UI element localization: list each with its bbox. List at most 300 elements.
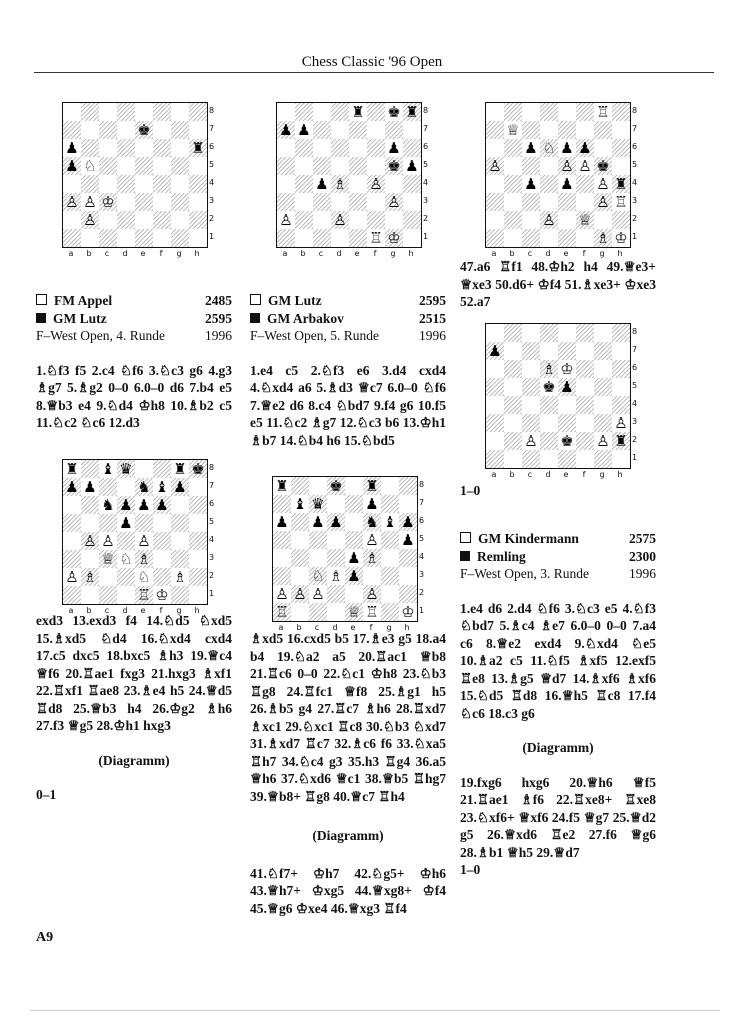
board-square <box>273 495 291 513</box>
rank-labels <box>632 323 642 467</box>
board-square <box>153 229 171 247</box>
board-square <box>63 568 81 586</box>
black-king-icon: ♚ <box>387 157 401 175</box>
file-label: h <box>617 470 623 479</box>
white-pawn-icon: ♙ <box>333 211 347 229</box>
board-square <box>403 157 421 175</box>
board-square <box>295 139 313 157</box>
board-square <box>345 477 363 495</box>
file-label: e <box>563 249 569 258</box>
rank-label: 3 <box>423 196 429 205</box>
file-label: a <box>491 470 497 479</box>
board-square <box>612 211 630 229</box>
game-result: 0–1 <box>36 787 57 802</box>
board-square <box>189 229 207 247</box>
white-pawn-icon: ♙ <box>365 585 379 603</box>
white-queen-icon: ♕ <box>101 550 115 568</box>
board-square <box>363 567 381 585</box>
board-square <box>558 139 576 157</box>
board-square <box>99 568 117 586</box>
board-square <box>295 157 313 175</box>
rank-label: 4 <box>209 535 215 544</box>
board-square <box>153 175 171 193</box>
white-king-icon: ♔ <box>387 229 401 247</box>
white-pawn-icon: ♙ <box>524 432 538 450</box>
board-square <box>99 460 117 478</box>
board-square <box>63 121 81 139</box>
board-square <box>171 121 189 139</box>
board-square <box>189 460 207 478</box>
board-square <box>63 193 81 211</box>
file-label: e <box>140 606 146 615</box>
board-square <box>522 121 540 139</box>
rank-label: 2 <box>419 588 425 597</box>
board-square <box>99 514 117 532</box>
board-square <box>612 229 630 247</box>
board-square <box>612 360 630 378</box>
board-square <box>81 568 99 586</box>
white-player-row <box>36 292 232 310</box>
white-king-icon: ♔ <box>155 586 169 604</box>
board-square <box>367 229 385 247</box>
board-square <box>277 103 295 121</box>
white-pawn-icon: ♙ <box>83 193 97 211</box>
board-square <box>540 193 558 211</box>
moves: exd3 13.exd3 f4 14.♘d5 ♘xd5 15.♗xd5 ♘d4 16.♘xd4 cxd4 17.c5 dxc5 18.bxc5 ♗h3 19.♕c4 ♕f6 20.♖ae1 fxg3 21.hxg3 ♗xf1 22.♖xf1 ♖ae8 23.♗e4 h5 24.♕d5 ♖d8 25.♕b3 h4 26.♔g2 ♗h6 27.f3 ♕g5 28.♔h1 hxg3 <box>36 613 232 733</box>
file-label: c <box>527 470 533 479</box>
board-square <box>381 513 399 531</box>
board-square <box>381 585 399 603</box>
board-square <box>327 531 345 549</box>
board-square <box>153 568 171 586</box>
white-pawn-icon: ♙ <box>311 585 325 603</box>
white-elo: 2575 <box>629 531 656 546</box>
file-label: e <box>350 623 356 632</box>
black-elo: 2300 <box>629 548 656 564</box>
board-square <box>63 103 81 121</box>
black-knight-icon: ♞ <box>365 513 379 531</box>
board-square <box>313 157 331 175</box>
year: 1996 <box>419 328 446 343</box>
black-rook-icon: ♜ <box>275 477 289 495</box>
board-square <box>135 157 153 175</box>
board-square <box>171 460 189 478</box>
board-square <box>385 139 403 157</box>
board-square <box>522 378 540 396</box>
board-square <box>81 496 99 514</box>
board-square <box>367 175 385 193</box>
board-square <box>576 193 594 211</box>
board-square <box>612 432 630 450</box>
black-square-icon <box>250 313 260 323</box>
board-square <box>171 550 189 568</box>
board-square <box>117 586 135 604</box>
board-square <box>171 103 189 121</box>
game-lutz-arbakov-result <box>460 482 656 500</box>
board-square <box>345 585 363 603</box>
board-square <box>81 211 99 229</box>
diagram-label: (Diagramm) <box>522 740 594 755</box>
file-label: c <box>527 249 533 258</box>
board-square <box>171 478 189 496</box>
board-square <box>558 121 576 139</box>
board-square <box>522 414 540 432</box>
board-square <box>135 139 153 157</box>
board-square <box>363 477 381 495</box>
board-square <box>504 360 522 378</box>
board-square <box>558 378 576 396</box>
black-pawn-icon: ♟ <box>347 549 361 567</box>
white-rook-icon: ♖ <box>137 586 151 604</box>
board-square <box>117 121 135 139</box>
white-title: FM <box>54 293 75 308</box>
board-square <box>540 414 558 432</box>
white-king-icon: ♔ <box>101 193 115 211</box>
white-rook-icon: ♖ <box>596 103 610 121</box>
board-square <box>349 157 367 175</box>
board-square <box>81 103 99 121</box>
board-square <box>153 478 171 496</box>
white-pawn-icon: ♙ <box>293 585 307 603</box>
board-square <box>594 175 612 193</box>
board-square <box>399 603 417 621</box>
board-square <box>189 175 207 193</box>
board-square <box>331 139 349 157</box>
file-label: e <box>563 470 569 479</box>
file-label: g <box>176 249 182 258</box>
board-square <box>153 496 171 514</box>
board-square <box>331 211 349 229</box>
white-square-icon <box>460 532 471 543</box>
board-square <box>363 603 381 621</box>
game-result: 1–0 <box>460 862 481 877</box>
board-square <box>345 531 363 549</box>
board-square <box>558 396 576 414</box>
board-square <box>135 229 153 247</box>
board-square <box>612 121 630 139</box>
black-knight-icon: ♞ <box>101 496 115 514</box>
board-square <box>367 121 385 139</box>
rank-label: 3 <box>632 417 638 426</box>
board-square <box>309 603 327 621</box>
board-grid <box>62 102 208 248</box>
board-square <box>171 175 189 193</box>
board-square <box>153 139 171 157</box>
black-bishop-icon: ♝ <box>383 513 397 531</box>
black-bishop-icon: ♝ <box>101 460 115 478</box>
board-grid <box>272 476 418 622</box>
board-square <box>540 121 558 139</box>
white-pawn-icon: ♙ <box>596 432 610 450</box>
board-square <box>594 157 612 175</box>
rank-label: 5 <box>419 534 425 543</box>
board-square <box>403 211 421 229</box>
file-label: h <box>194 249 200 258</box>
board-square <box>558 229 576 247</box>
board-square <box>594 378 612 396</box>
board-square <box>540 103 558 121</box>
board-square <box>189 514 207 532</box>
file-label: b <box>300 249 306 258</box>
board-square <box>367 139 385 157</box>
black-king-icon: ♚ <box>329 477 343 495</box>
board-square <box>381 603 399 621</box>
event-row <box>460 565 656 583</box>
board-square <box>171 496 189 514</box>
black-rook-icon: ♜ <box>65 460 79 478</box>
black-elo: 2515 <box>419 310 446 326</box>
event: F–West Open, 4. Runde <box>36 328 166 343</box>
white-pawn-icon: ♙ <box>578 157 592 175</box>
white-pawn-icon: ♙ <box>65 568 79 586</box>
file-label: f <box>373 249 377 258</box>
board-square <box>504 139 522 157</box>
white-elo: 2595 <box>419 293 446 308</box>
file-labels <box>62 249 208 258</box>
board-square <box>558 342 576 360</box>
board-square <box>291 531 309 549</box>
board-square <box>612 342 630 360</box>
board-square <box>135 514 153 532</box>
rank-label: 1 <box>423 232 429 241</box>
white-bishop-icon: ♗ <box>329 567 343 585</box>
board-square <box>153 103 171 121</box>
board-square <box>135 103 153 121</box>
file-label: a <box>282 249 288 258</box>
board-square <box>540 175 558 193</box>
black-pawn-icon: ♟ <box>83 478 97 496</box>
board-square <box>576 103 594 121</box>
white-bishop-icon: ♗ <box>542 360 556 378</box>
white-bishop-icon: ♗ <box>596 229 610 247</box>
white-rook-icon: ♖ <box>614 193 628 211</box>
moves: 47.a6 ♖f1 48.♔h2 h4 49.♕e3+ ♕xe3 50.d6+ ♔f4 51.♗xe3+ ♔xe3 52.a7 <box>460 259 656 309</box>
board-square <box>612 324 630 342</box>
board-square <box>363 495 381 513</box>
board-square <box>540 211 558 229</box>
board-square <box>63 496 81 514</box>
board-square <box>612 157 630 175</box>
board-square <box>576 414 594 432</box>
file-label: g <box>390 249 396 258</box>
board-square <box>522 139 540 157</box>
file-label: b <box>509 470 515 479</box>
board-square <box>540 378 558 396</box>
board-square <box>594 139 612 157</box>
board-square <box>309 531 327 549</box>
black-king-icon: ♚ <box>387 103 401 121</box>
rank-label: 6 <box>632 142 638 151</box>
white-player: Lutz <box>294 293 322 308</box>
board-square <box>381 495 399 513</box>
board-square <box>277 157 295 175</box>
board-square <box>486 396 504 414</box>
file-label: d <box>545 470 551 479</box>
white-player-row <box>460 530 656 548</box>
board-square <box>594 432 612 450</box>
board-square <box>558 324 576 342</box>
rank-label: 8 <box>632 106 638 115</box>
board-square <box>63 532 81 550</box>
board-square <box>576 175 594 193</box>
white-title: GM <box>478 531 502 546</box>
board-square <box>504 211 522 229</box>
board-square <box>576 432 594 450</box>
board-square <box>135 460 153 478</box>
black-pawn-icon: ♟ <box>315 175 329 193</box>
board-square <box>594 193 612 211</box>
board-square <box>117 211 135 229</box>
game-lutz-arbakov <box>250 292 446 449</box>
file-labels <box>485 249 631 258</box>
black-elo: 2595 <box>205 310 232 326</box>
white-bishop-icon: ♗ <box>365 549 379 567</box>
board-square <box>612 139 630 157</box>
white-queen-icon: ♕ <box>347 603 361 621</box>
board-square <box>540 396 558 414</box>
board-square <box>313 121 331 139</box>
event: F–West Open, 3. Runde <box>460 566 590 581</box>
board-square <box>189 121 207 139</box>
board-square <box>540 229 558 247</box>
board-square <box>153 586 171 604</box>
footer-rule <box>30 1010 720 1011</box>
board-square <box>291 549 309 567</box>
game-lutz-arbakov-end <box>460 258 656 311</box>
board-square <box>81 514 99 532</box>
rank-label: 3 <box>209 196 215 205</box>
white-king-icon: ♔ <box>401 603 415 621</box>
board-square <box>295 193 313 211</box>
white-bishop-icon: ♗ <box>137 550 151 568</box>
board-square <box>612 193 630 211</box>
board-square <box>576 396 594 414</box>
page-title: Chess Classic '96 Open <box>301 54 443 70</box>
board-square <box>81 139 99 157</box>
board-square <box>81 229 99 247</box>
board-square <box>63 478 81 496</box>
board-square <box>99 229 117 247</box>
black-player-row <box>36 310 232 328</box>
board-square <box>277 139 295 157</box>
board-square <box>273 477 291 495</box>
rank-labels <box>632 102 642 246</box>
board-square <box>99 478 117 496</box>
board-square <box>403 121 421 139</box>
board-square <box>399 549 417 567</box>
white-pawn-icon: ♙ <box>542 211 556 229</box>
board-square <box>153 514 171 532</box>
board-square <box>522 229 540 247</box>
board-square <box>135 175 153 193</box>
board-square <box>153 460 171 478</box>
board-square <box>594 450 612 468</box>
board-square <box>540 342 558 360</box>
black-rook-icon: ♜ <box>351 103 365 121</box>
white-title: GM <box>268 293 292 308</box>
rank-label: 1 <box>632 453 638 462</box>
board-square <box>63 586 81 604</box>
black-pawn-icon: ♟ <box>119 514 133 532</box>
board-square <box>558 193 576 211</box>
board-square <box>558 211 576 229</box>
game-lutz-arbakov-continued <box>250 630 446 917</box>
black-pawn-icon: ♟ <box>560 378 574 396</box>
board-square <box>295 175 313 193</box>
file-label: a <box>68 249 74 258</box>
black-king-icon: ♚ <box>191 460 205 478</box>
board-square <box>309 495 327 513</box>
black-pawn-icon: ♟ <box>365 495 379 513</box>
board-square <box>504 229 522 247</box>
black-pawn-icon: ♟ <box>65 478 79 496</box>
board-square <box>363 531 381 549</box>
board-square <box>291 477 309 495</box>
board-square <box>327 585 345 603</box>
rank-label: 7 <box>632 345 638 354</box>
board-square <box>612 396 630 414</box>
board-square <box>117 157 135 175</box>
white-pawn-icon: ♙ <box>275 585 289 603</box>
board-square <box>486 211 504 229</box>
board-square <box>486 175 504 193</box>
board-square <box>81 586 99 604</box>
board-square <box>135 532 153 550</box>
white-player: Appel <box>77 293 113 308</box>
rank-label: 8 <box>419 480 425 489</box>
board-square <box>99 193 117 211</box>
game-appel-lutz <box>36 292 232 432</box>
board-square <box>363 513 381 531</box>
board-square <box>403 175 421 193</box>
diagram-label: (Diagramm) <box>312 828 384 843</box>
board-square <box>594 229 612 247</box>
board-square <box>313 139 331 157</box>
board-square <box>576 211 594 229</box>
rank-label: 2 <box>209 214 215 223</box>
board-square <box>486 360 504 378</box>
black-rook-icon: ♜ <box>191 139 205 157</box>
board-square <box>313 193 331 211</box>
board-square <box>189 478 207 496</box>
board-square <box>81 460 99 478</box>
white-knight-icon: ♘ <box>311 567 325 585</box>
board-square <box>135 478 153 496</box>
board-square <box>117 514 135 532</box>
black-rook-icon: ♜ <box>614 175 628 193</box>
rank-label: 7 <box>419 498 425 507</box>
white-bishop-icon: ♗ <box>173 568 187 586</box>
event: F–West Open, 5. Runde <box>250 328 380 343</box>
board-square <box>99 586 117 604</box>
board-square <box>522 342 540 360</box>
white-pawn-icon: ♙ <box>488 157 502 175</box>
board-square <box>327 549 345 567</box>
board-grid <box>485 323 631 469</box>
board-square <box>399 567 417 585</box>
board-square <box>594 396 612 414</box>
board-square <box>576 229 594 247</box>
board-square <box>522 432 540 450</box>
rank-label: 4 <box>423 178 429 187</box>
board-square <box>385 121 403 139</box>
file-label: g <box>599 249 605 258</box>
file-label: f <box>159 249 163 258</box>
black-pawn-icon: ♟ <box>279 121 293 139</box>
board-square <box>309 477 327 495</box>
board-square <box>385 211 403 229</box>
rank-label: 1 <box>632 232 638 241</box>
